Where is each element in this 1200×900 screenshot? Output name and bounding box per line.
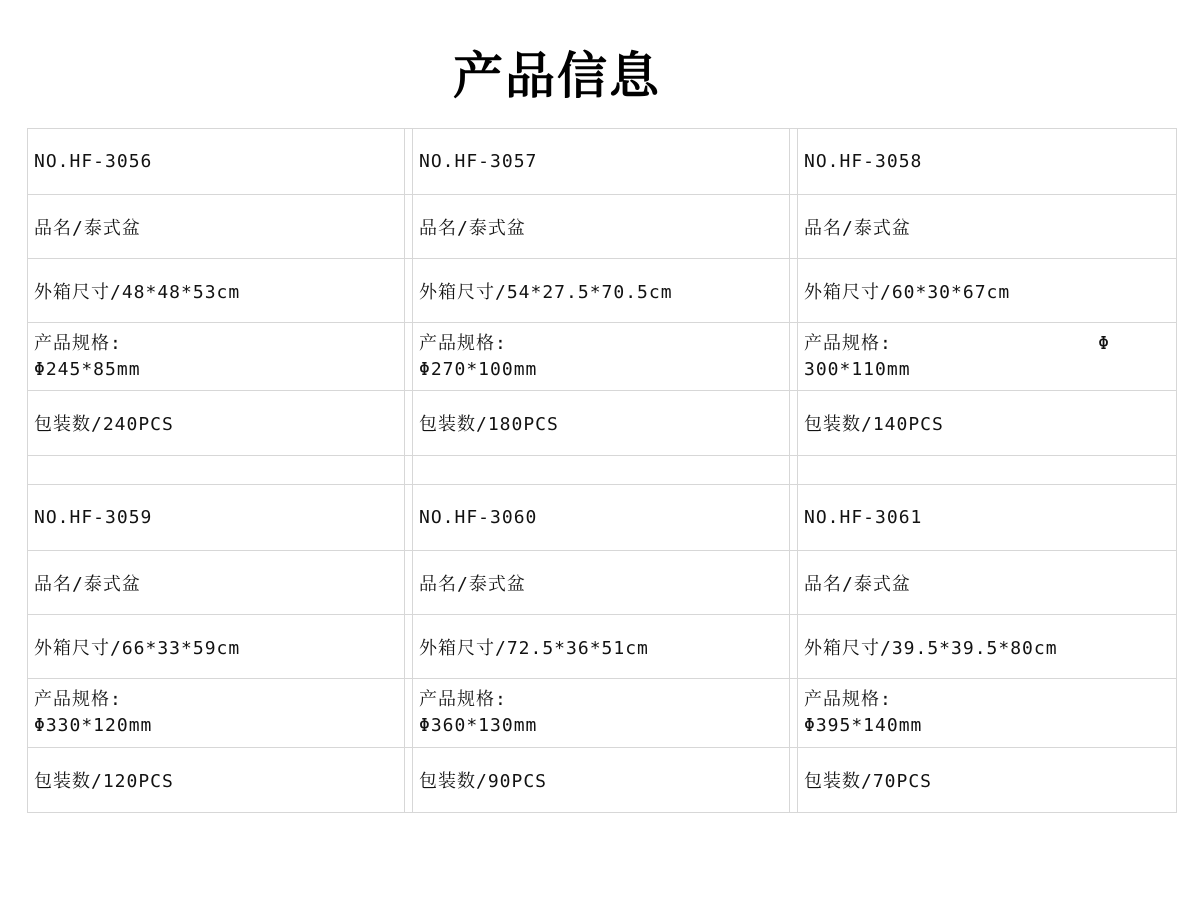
product-name-cell: 品名/泰式盆 (413, 195, 790, 259)
gutter-cell (790, 129, 798, 195)
spec-value: Φ330*120mm (34, 715, 153, 736)
product-spec-cell (413, 323, 790, 391)
product-name-cell: 品名/泰式盆 (413, 551, 790, 615)
spec-label: 产品规格: (804, 332, 892, 354)
spacer-cell (413, 456, 790, 485)
spec-label: 产品规格: (804, 689, 892, 710)
spec-label: 产品规格: (34, 689, 122, 710)
table-row (28, 391, 1177, 456)
pack-qty-cell: 包装数/120PCS (28, 748, 405, 813)
gutter-cell (405, 323, 413, 391)
product-no-cell: NO.HF-3060 (413, 485, 790, 551)
gutter-cell (405, 551, 413, 615)
table-row (28, 195, 1177, 259)
gutter-cell (790, 259, 798, 323)
table-row (28, 679, 1177, 748)
page-title: 产品信息 (453, 47, 661, 105)
box-size-cell: 外箱尺寸/66*33*59cm (28, 615, 405, 679)
product-spec-cell (28, 679, 405, 748)
table-row (28, 259, 1177, 323)
spacer-row (28, 456, 1177, 485)
product-info-table (27, 128, 1177, 813)
gutter-cell (790, 748, 798, 813)
gutter-cell (405, 679, 413, 748)
product-spec-cell (798, 323, 1177, 391)
spec-value: Φ360*130mm (419, 715, 538, 736)
spec-label: 产品规格: (419, 689, 507, 710)
spec-phi (1110, 687, 1172, 713)
spec-value: Φ245*85mm (34, 358, 141, 380)
table-row (28, 551, 1177, 615)
gutter-cell (790, 485, 798, 551)
product-name-cell: 品名/泰式盆 (798, 551, 1177, 615)
pack-qty-cell: 包装数/140PCS (798, 391, 1177, 456)
box-size-cell: 外箱尺寸/72.5*36*51cm (413, 615, 790, 679)
box-size-cell: 外箱尺寸/60*30*67cm (798, 259, 1177, 323)
spec-phi (723, 687, 785, 713)
spec-value: Φ395*140mm (804, 715, 923, 736)
product-name-cell: 品名/泰式盆 (28, 551, 405, 615)
spec-value: Φ270*100mm (419, 358, 538, 380)
gutter-cell (405, 259, 413, 323)
gutter-cell (405, 748, 413, 813)
table-row (28, 129, 1177, 195)
box-size-cell: 外箱尺寸/54*27.5*70.5cm (413, 259, 790, 323)
spec-value: 300*110mm (804, 358, 911, 380)
spec-phi (338, 331, 400, 357)
gutter-cell (790, 551, 798, 615)
product-spec-cell (413, 679, 790, 748)
product-no-cell: NO.HF-3058 (798, 129, 1177, 195)
gutter-cell (405, 391, 413, 456)
spec-phi (338, 687, 400, 713)
table-row (28, 323, 1177, 391)
table-row (28, 485, 1177, 551)
gutter-cell (405, 195, 413, 259)
product-no-cell: NO.HF-3056 (28, 129, 405, 195)
pack-qty-cell: 包装数/240PCS (28, 391, 405, 456)
gutter-cell (790, 195, 798, 259)
product-name-cell: 品名/泰式盆 (798, 195, 1177, 259)
product-no-cell: NO.HF-3057 (413, 129, 790, 195)
box-size-cell: 外箱尺寸/39.5*39.5*80cm (798, 615, 1177, 679)
product-spec-cell (28, 323, 405, 391)
gutter-cell (790, 615, 798, 679)
table-row (28, 748, 1177, 813)
gutter-cell (405, 129, 413, 195)
gutter-cell (790, 679, 798, 748)
pack-qty-cell: 包装数/180PCS (413, 391, 790, 456)
spacer-cell (798, 456, 1177, 485)
gutter-cell (405, 485, 413, 551)
product-no-cell: NO.HF-3059 (28, 485, 405, 551)
spec-phi: Φ (1098, 332, 1110, 354)
pack-qty-cell: 包装数/90PCS (413, 748, 790, 813)
table-row (28, 615, 1177, 679)
spec-label: 产品规格: (34, 332, 122, 354)
gutter-cell (790, 323, 798, 391)
product-name-cell: 品名/泰式盆 (28, 195, 405, 259)
gutter-cell (790, 456, 798, 485)
spec-label: 产品规格: (419, 332, 507, 354)
gutter-cell (405, 456, 413, 485)
product-no-cell: NO.HF-3061 (798, 485, 1177, 551)
spacer-cell (28, 456, 405, 485)
gutter-cell (405, 615, 413, 679)
pack-qty-cell: 包装数/70PCS (798, 748, 1177, 813)
product-spec-cell (798, 679, 1177, 748)
box-size-cell: 外箱尺寸/48*48*53cm (28, 259, 405, 323)
gutter-cell (790, 391, 798, 456)
spec-phi (723, 331, 785, 357)
